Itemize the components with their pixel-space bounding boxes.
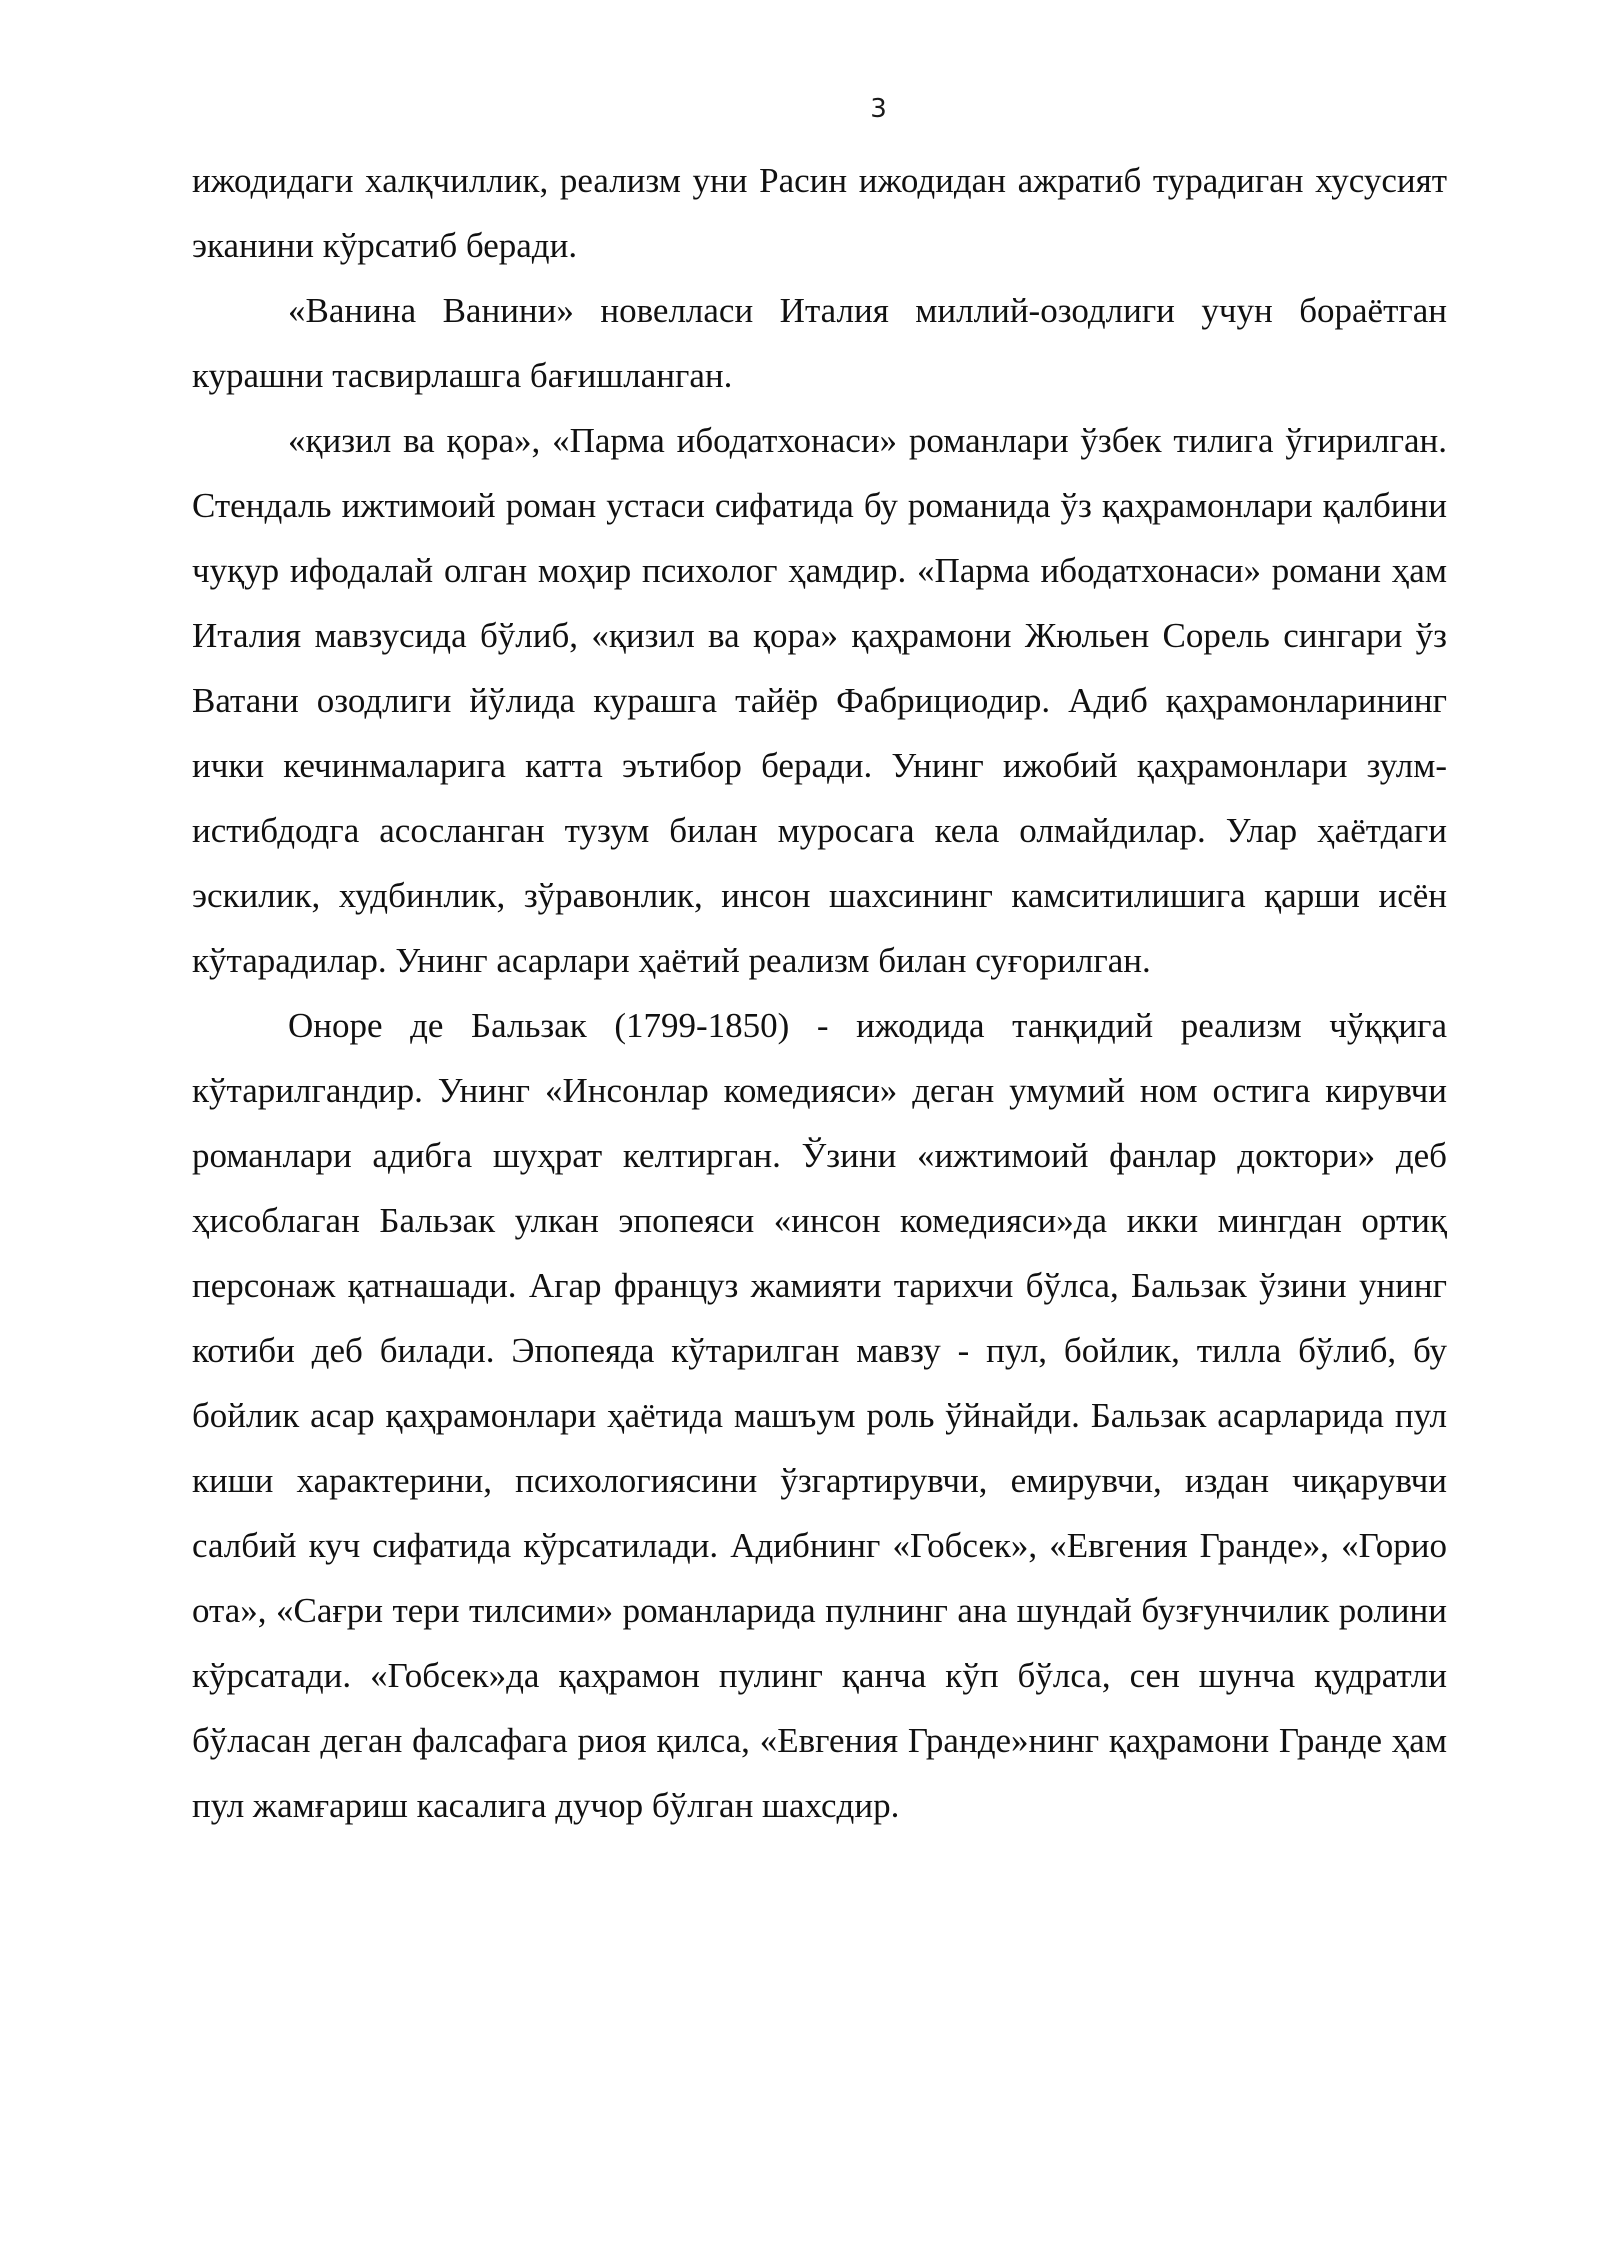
body-text [192,148,1447,1838]
paragraph-2: «Ванина Ванини» новелласи Италия миллий-озодлиги учун бораётган курашни тасвирлашга бағишланган. [192,291,1447,395]
paragraph-4: Оноре де Бальзак (1799-1850) - ижодида танқидий реализм чўққига кўтарилгандир. Унинг «Инсонлар комедияси» деган умумий ном остига кирувчи романлари адибга шуҳрат келтирган. Ўзини «ижтимоий фанлар доктори» деб ҳисоблаган Бальзак улкан эпопеяси «инсон комедияси»да икки мингдан ортиқ персонаж қатнашади. Агар француз жамияти тарихчи бўлса, Бальзак ўзини унинг котиби деб билади. Эпопеяда кўтарилган мавзу - пул, бойлик, тилла бўлиб, бу бойлик асар қаҳрамонлари ҳаётида машъум роль ўйнайди. Бальзак асарларида пул киши характерини, психологиясини ўзгартирувчи, емирувчи, издан чиқарувчи салбий куч сифатида кўрсатилади. Адибнинг «Гобсек», «Евгения Гранде», «Горио ота», «Сағри тери тилсими» романларида пулнинг ана шундай бузғунчилик ролини кўрсатади. «Гобсек»да қаҳрамон пулинг қанча кўп бўлса, сен шунча қудратли бўласан деган фалсафага риоя қилса, «Евгения Гранде»нинг қаҳрамони Гранде ҳам пул жамғариш касалига дучор бўлган шахсдир. [192,1006,1447,1825]
paragraph-1: ижодидаги халқчиллик, реализм уни Расин ижодидан ажратиб турадиган хусусият эканини кўрсатиб беради. [192,161,1447,265]
page-number: 3 [870,94,887,124]
paragraph-3: «қизил ва қора», «Парма ибодатхонаси» романлари ўзбек тилига ўгирилган. Стендаль ижтимоий роман устаси сифатида бу романида ўз қаҳрамонлари қалбини чуқур ифодалай олган моҳир психолог ҳамдир. «Парма ибодатхонаси» романи ҳам Италия мавзусида бўлиб, «қизил ва қора» қаҳрамони Жюльен Сорель сингари ўз Ватани озодлиги йўлида курашга тайёр Фабрициодир. Адиб қаҳрамонларининг ички кечинмаларига катта эътибор беради. Унинг ижобий қаҳрамонлари зулм-истибдодга асосланган тузум билан муросага кела олмайдилар. Улар ҳаётдаги эскилик, худбинлик, зўравонлик, инсон шахсининг камситилишига қарши исён кўтарадилар. Унинг асарлари ҳаётий реализм билан суғорилган. [192,421,1447,980]
